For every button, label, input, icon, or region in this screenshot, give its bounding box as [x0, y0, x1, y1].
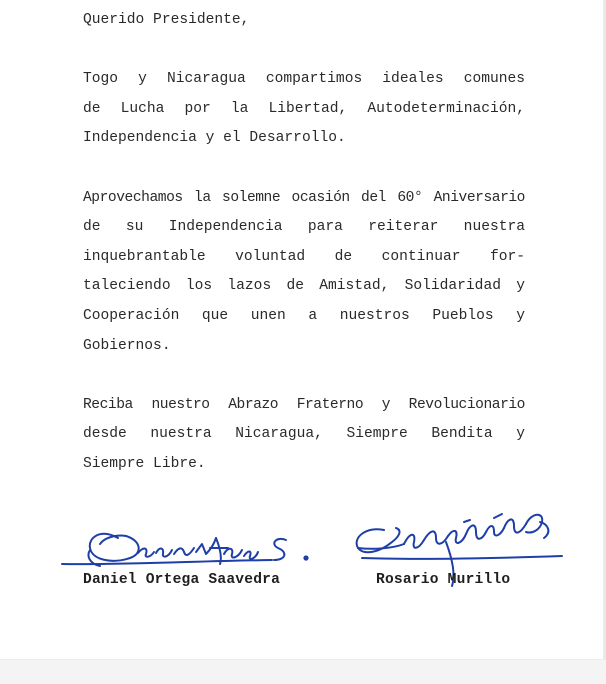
signer-name-ortega: Daniel Ortega Saavedra	[83, 572, 281, 588]
letter-line: taleciendo los lazos de Amistad, Solidaridad y	[83, 278, 525, 295]
page-bottom-band	[0, 659, 606, 684]
letter-line: de su Independencia para reiterar nuestra	[83, 219, 525, 236]
letter-paragraph-1	[83, 65, 525, 154]
letter-line: Siempre Libre.	[83, 455, 206, 472]
letter-line: Gobiernos.	[83, 337, 171, 354]
letter-line: Reciba nuestro Abrazo Fraterno y Revolucionario	[83, 396, 525, 413]
letter-paragraph-3	[83, 391, 525, 480]
letter-line: Aprovechamos la solemne ocasión del 60° Aniversario	[83, 189, 525, 206]
letter-line: Togo y Nicaragua compartimos ideales comunes	[83, 71, 525, 88]
letter-line: Cooperación que unen a nuestros Pueblos y	[83, 307, 525, 324]
letter-paragraph-2	[83, 184, 525, 362]
letter-salutation: Querido Presidente,	[83, 12, 250, 28]
signer-name-murillo: Rosario Murillo	[376, 572, 511, 588]
letter-line: de Lucha por la Libertad, Autodeterminación,	[83, 100, 525, 117]
letter-body	[83, 6, 525, 509]
letter-line: inquebrantable voluntad de continuar for-	[83, 248, 525, 265]
letter-line: Independencia y el Desarrollo.	[83, 130, 346, 147]
letter-line: desde nuestra Nicaragua, Siempre Bendita y	[83, 426, 525, 443]
